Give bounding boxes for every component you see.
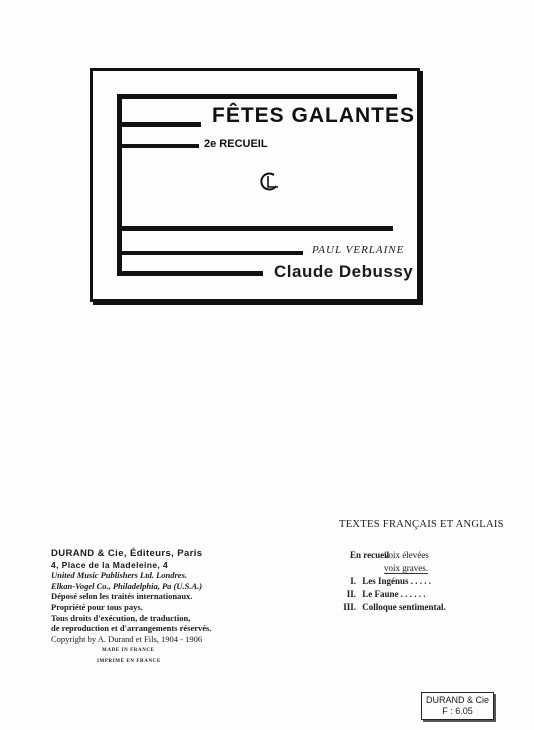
- publisher-address: 4, Place de la Madeleine, 4: [51, 559, 169, 570]
- rule: [117, 144, 199, 148]
- copyright-line: Copyright by A. Durand et Fils, 1904 - 1906: [51, 633, 203, 644]
- rights-line: de reproduction et d'arrangements réservés.: [51, 623, 212, 634]
- song-dots: . . . . . .: [400, 589, 426, 599]
- rule: [117, 251, 303, 255]
- rights-line: Propriété pour tous pays.: [51, 601, 143, 612]
- list-item: [340, 589, 446, 602]
- song-list: [340, 576, 446, 615]
- voice-option-high: voix élevées: [384, 550, 429, 560]
- printed-in-france: IMPRIMÉ EN FRANCE: [97, 658, 161, 664]
- rule: [117, 94, 397, 99]
- voices-label: En recueil: [350, 550, 390, 560]
- list-item: [340, 602, 446, 615]
- made-in-france: MADE IN FRANCE: [102, 648, 155, 654]
- rule: [117, 271, 263, 276]
- cover-subtitle: 2e RECUEIL: [204, 138, 268, 150]
- rule: [117, 122, 201, 127]
- agent-london: United Music Publishers Ltd. Londres.: [51, 570, 188, 581]
- catalog-stamp: [421, 692, 494, 720]
- publisher-block: [51, 549, 211, 668]
- voice-option-low: voix graves.: [384, 563, 428, 573]
- stamp-publisher: DURAND & Cie: [425, 695, 489, 705]
- durand-monogram-icon: [257, 170, 283, 194]
- song-dots: . . . . .: [410, 576, 432, 586]
- rights-line: Tous droits d'exécution, de traduction,: [51, 612, 191, 623]
- languages-note: TEXTES FRANÇAIS ET ANGLAIS: [339, 519, 504, 530]
- agent-philadelphia: Elkan-Vogel Co., Philadelphia, Pa (U.S.A.): [51, 580, 203, 591]
- song-title: Le Faune: [362, 589, 399, 599]
- publisher-name: DURAND & Cie, Éditeurs, Paris: [51, 548, 203, 559]
- song-number: III.: [343, 602, 356, 612]
- stamp-code: F : 6.05: [442, 706, 473, 716]
- poet-name: PAUL VERLAINE: [312, 244, 405, 256]
- song-number: I.: [350, 576, 356, 586]
- song-title: Les Ingénus: [362, 576, 409, 586]
- rule: [117, 226, 393, 231]
- composer-name: Claude Debussy: [274, 262, 414, 281]
- list-item: [340, 576, 446, 589]
- song-title: Colloque sentimental.: [362, 602, 446, 612]
- cover-title: FÊTES GALANTES: [212, 104, 416, 127]
- rights-line: Déposé selon les traités internationaux.: [51, 591, 193, 602]
- song-number: II.: [346, 589, 356, 599]
